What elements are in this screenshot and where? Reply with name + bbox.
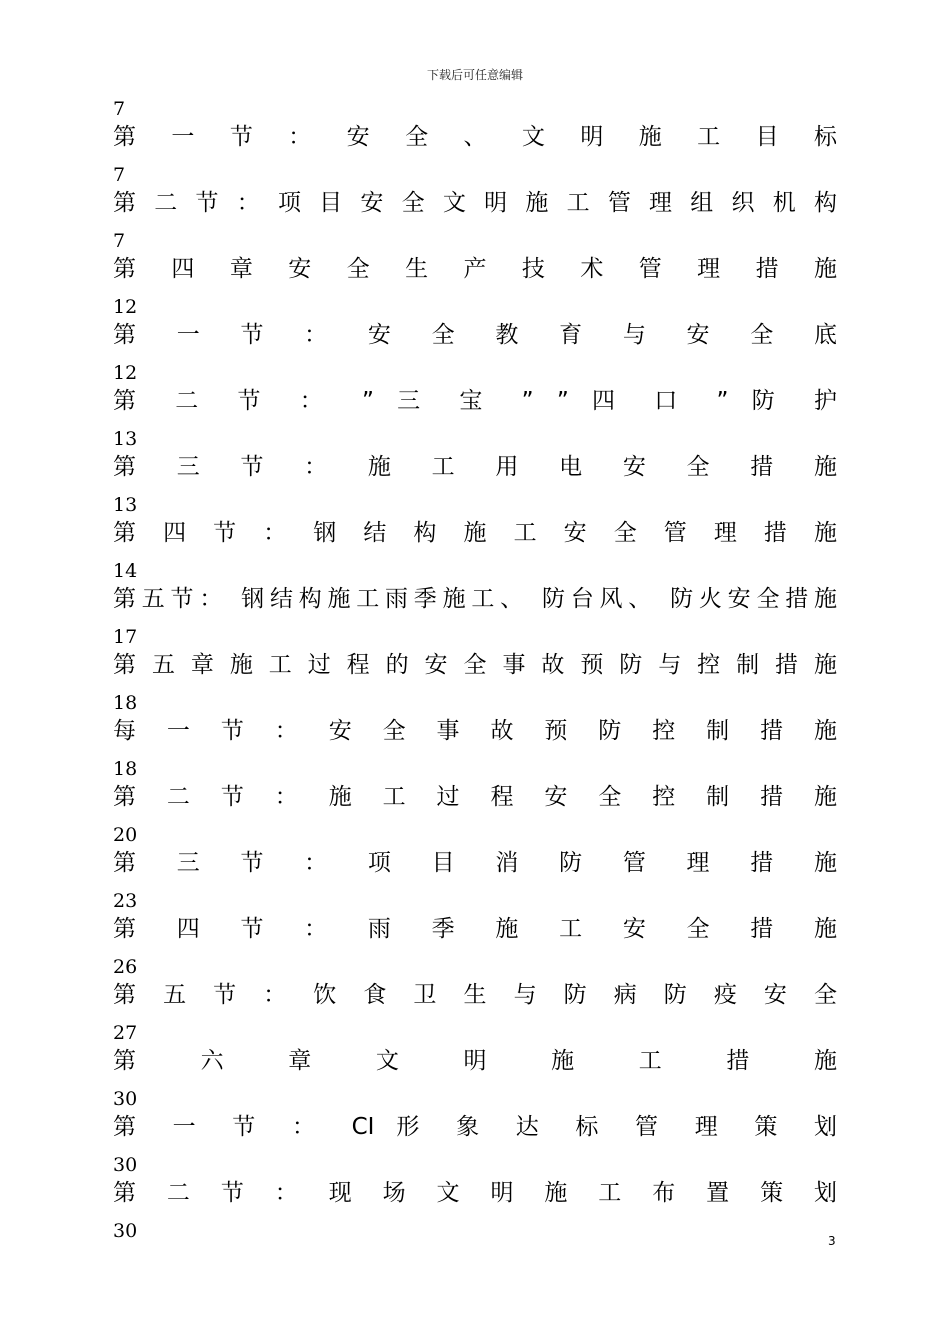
toc-entry-title: 第 三 节 ： 施 工 用 电 安 全 措 施 xyxy=(113,454,837,480)
toc-entry xyxy=(113,880,837,946)
toc-page-number: 30 xyxy=(113,1088,138,1110)
toc-entry xyxy=(113,682,837,748)
toc-page-number: 7 xyxy=(113,98,126,120)
toc-entry xyxy=(113,352,837,418)
toc-entry xyxy=(113,1012,837,1078)
toc-page-number: 14 xyxy=(113,560,138,582)
toc-entry-title: 每 一 节 ： 安 全 事 故 预 防 控 制 措 施 xyxy=(113,718,837,744)
toc-entry xyxy=(113,154,837,220)
toc-page-number: 23 xyxy=(113,890,138,912)
toc-entry-title: 第 四 节 ： 雨 季 施 工 安 全 措 施 xyxy=(113,916,837,942)
toc-entry-title: 第 四 节 ： 钢 结 构 施 工 安 全 管 理 措 施 xyxy=(113,520,837,546)
toc-entry-title: 第 二 节 ： 施 工 过 程 安 全 控 制 措 施 xyxy=(113,784,837,810)
toc-entry xyxy=(113,418,837,484)
toc-page-number: 27 xyxy=(113,1022,138,1044)
toc-page-number: 7 xyxy=(113,230,126,252)
toc-entry xyxy=(113,748,837,814)
toc-entry xyxy=(113,286,837,352)
toc-entry xyxy=(113,484,837,550)
toc-trailing-page-number: 30 xyxy=(113,1220,138,1242)
toc-entry-title: 第 三 节 ： 项 目 消 防 管 理 措 施 xyxy=(113,850,837,876)
toc-page-number: 20 xyxy=(113,824,138,846)
toc-entry-title: 第 四 章 安 全 生 产 技 术 管 理 措 施 xyxy=(113,256,837,282)
toc-page-number: 30 xyxy=(113,1154,138,1176)
footer-page-number: 3 xyxy=(828,1234,836,1248)
toc-entry-title: 第 五 章 施 工 过 程 的 安 全 事 故 预 防 与 控 制 措 施 xyxy=(113,652,837,678)
toc-page-number: 26 xyxy=(113,956,138,978)
toc-entry xyxy=(113,946,837,1012)
toc-page-number: 7 xyxy=(113,164,126,186)
toc-page-number: 18 xyxy=(113,692,138,714)
toc-entry-title: 第五节： 钢结构施工雨季施工、 防台风、 防火安全措施 xyxy=(113,586,837,612)
toc-entry xyxy=(113,88,837,154)
toc-entry xyxy=(113,220,837,286)
toc-entry xyxy=(113,1078,837,1144)
toc-page-number: 17 xyxy=(113,626,138,648)
toc-entry-title: 第 一 节 ： 安 全 、 文 明 施 工 目 标 xyxy=(113,124,837,150)
toc-entry-title: 第 一 节 ： CI 形 象 达 标 管 理 策 划 xyxy=(113,1114,837,1140)
toc-page-number: 18 xyxy=(113,758,138,780)
toc-page-number: 13 xyxy=(113,428,138,450)
toc-entry-title: 第 二 节 ： 项 目 安 全 文 明 施 工 管 理 组 织 机 构 xyxy=(113,190,837,216)
table-of-contents xyxy=(113,88,837,1242)
toc-entry-title: 第 二 节 ： 现 场 文 明 施 工 布 置 策 划 xyxy=(113,1180,837,1206)
toc-page-number: 12 xyxy=(113,362,138,384)
toc-entry-title: 第 二 节 ： ” 三 宝 ” ” 四 口 ” 防 护 xyxy=(113,388,837,414)
page-header: 下载后可任意编辑 xyxy=(426,68,523,82)
toc-entry xyxy=(113,550,837,616)
toc-entry xyxy=(113,814,837,880)
toc-entry-title: 第 五 节 ： 饮 食 卫 生 与 防 病 防 疫 安 全 xyxy=(113,982,837,1008)
toc-entry xyxy=(113,616,837,682)
toc-entry-title: 第 一 节 ： 安 全 教 育 与 安 全 底 xyxy=(113,322,837,348)
toc-page-number: 12 xyxy=(113,296,138,318)
toc-entry-title: 第 六 章 文 明 施 工 措 施 xyxy=(113,1048,837,1074)
toc-page-number: 13 xyxy=(113,494,138,516)
toc-entry xyxy=(113,1144,837,1210)
